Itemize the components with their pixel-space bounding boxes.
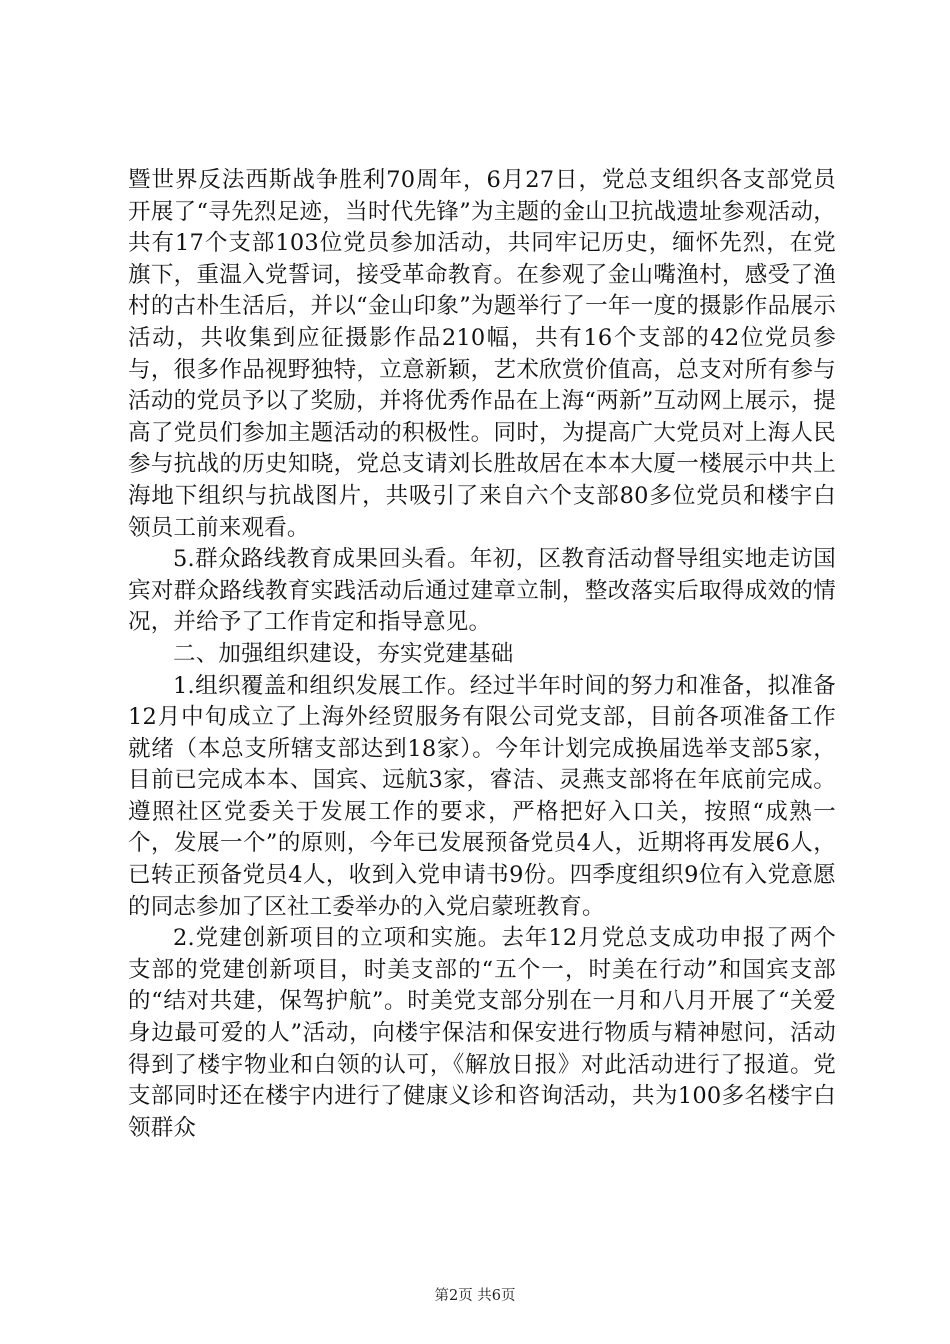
section-heading-2: 二、加强组织建设，夯实党建基础 <box>173 640 514 667</box>
page-footer: 第2页 共6页 <box>434 1288 516 1304</box>
paragraph-item-1: 1.组织覆盖和组织发展工作。经过半年时间的努力和准备，拟准备12月中旬成立了上海外经贸服务有限公司党支部，目前各项准备工作就绪（本总支所辖支部达到18家）。今年计划完成换届选举支部5家，目前已完成本本、国宾、远航3家，睿洁、灵燕支部将在年底前完成。遵照社区党委关于发展工作的要求，严格把好入口关，按照“成熟一个，发展一个”的原则，今年已发展预备党员4人，近期将再发展6人，已转正预备党员4人，收到入党申请书9份。四季度组织9位有入党意愿的同志参加了区社工委举办的入党启蒙班教育。 <box>128 672 836 920</box>
document-body <box>128 165 836 1144</box>
paragraph-item-2: 2.党建创新项目的立项和实施。去年12月党总支成功申报了两个支部的党建创新项目，时美支部的“五个一，时美在行动”和国宾支部的“结对共建，保驾护航”。时美党支部分别在一月和八月开展了“关爱身边最可爱的人”活动，向楼宇保洁和保安进行物质与精神慰问，活动得到了楼宇物业和白领的认可，《解放日报》对此活动进行了报道。党支部同时还在楼宇内进行了健康义诊和咨询活动，共为100多名楼宇白领群众 <box>128 925 836 1141</box>
paragraph-item-5: 5.群众路线教育成果回头看。年初，区教育活动督导组实地走访国宾对群众路线教育实践活动后通过建章立制，整改落实后取得成效的情况，并给予了工作肯定和指导意见。 <box>128 546 836 636</box>
paragraph-intro: 暨世界反法西斯战争胜利70周年，6月27日，党总支组织各支部党员开展了“寻先烈足迹，当时代先锋”为主题的金山卫抗战遗址参观活动，共有17个支部103位党员参加活动，共同牢记历史，缅怀先烈，在党旗下，重温入党誓词，接受革命教育。在参观了金山嘴渔村，感受了渔村的古朴生活后，并以“金山印象”为题举行了一年一度的摄影作品展示活动，共收集到应征摄影作品210幅，共有16个支部的42位党员参与，很多作品视野独特，立意新颖，艺术欣赏价值高，总支对所有参与活动的党员予以了奖励，并将优秀作品在上海“两新”互动网上展示，提高了党员们参加主题活动的积极性。同时，为提高广大党员对上海人民参与抗战的历史知晓，党总支请刘长胜故居在本本大厦一楼展示中共上海地下组织与抗战图片，共吸引了来自六个支部80多位党员和楼宇白领员工前来观看。 <box>128 167 836 541</box>
